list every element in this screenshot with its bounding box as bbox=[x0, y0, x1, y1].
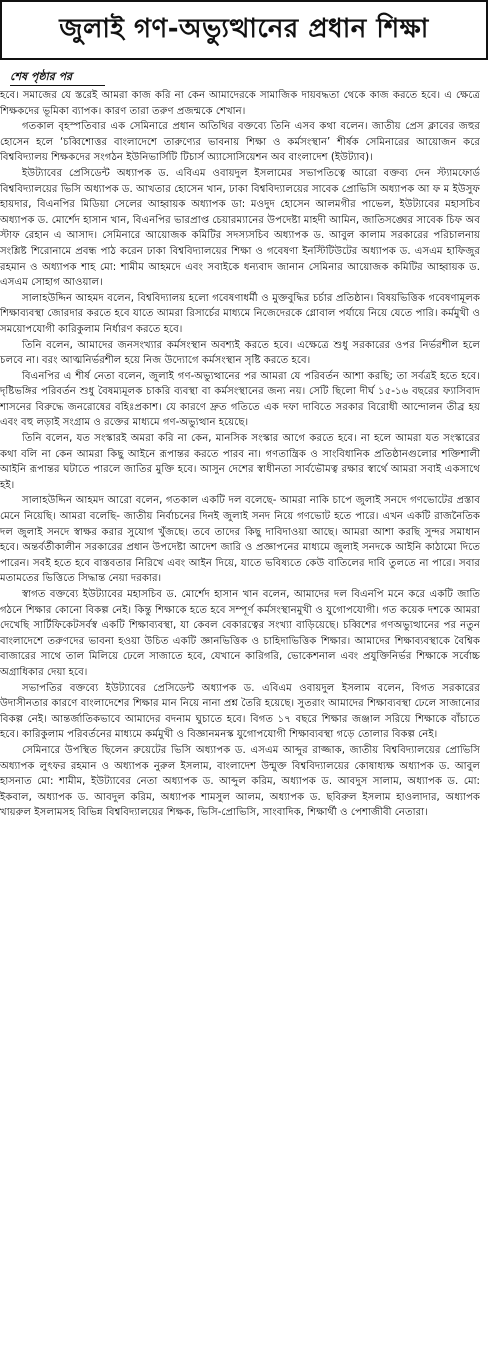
article-paragraph: গতকাল বৃহস্পতিবার এক সেমিনারে প্রধান অতিথির বক্তব্যে তিনি এসব কথা বলেন। জাতীয় প্রেস ক্লাবের জহুর হোসেন হলে ‘চব্বিশোত্তর বাংলাদেশে তারুণ্যের ভাবনায় শিক্ষা ও কর্মসংস্থান’ শীর্ষক সেমিনারের আয়োজন করে বিশ্ববিদ্যালয় শিক্ষকদের সংগঠন ইউনিভার্সিটি টিচার্স অ্যাসোসিয়েশন অব বাংলাদেশ (ইউট্যাব)। bbox=[0, 121, 480, 164]
article-paragraph: হবে। সমাজের যে স্তরেই আমরা কাজ করি না কেন আমাদেরকে সামাজিক দায়বদ্ধতা থেকে কাজ করতে হবে। এ ক্ষেত্রে শিক্ষকদের ভূমিকা ব্যাপক। কারণ তারা তরুণ প্রজন্মকে শেখান। bbox=[0, 90, 480, 117]
article-paragraph: সভাপতির বক্তব্যে ইউট্যাবের প্রেসিডেন্ট অধ্যাপক ড. এবিএম ওবায়দুল ইসলাম বলেন, বিগত সরকারের উদাসীনতার কারণে বাংলাদেশের শিক্ষার মান নিয়ে নানা প্রশ্ন তৈরি হয়েছে। সুতরাং আমাদের শিক্ষাব্যবস্থা ঢেলে সাজানোর বিকল্প নেই। আন্তর্জাতিকভাবে আমাদের বদনাম ঘুচাতে হবে। বিগত ১৭ বছরে শিক্ষার জঞ্জাল সরিয়ে শিক্ষাকে বাঁচাতে হবে। কারিকুলাম পরিবর্তনের মাধ্যমে কর্মমুখী ও বিজ্ঞানমনস্ক যুগোপযোগী শিক্ষাব্যবস্থা গড়ে তোলার বিকল্প নেই। bbox=[0, 682, 480, 741]
article-paragraph: সালাহউদ্দিন আহমদ আরো বলেন, গতকাল একটি দল বলেছে- আমরা নাকি চাপে জুলাই সনদে গণভোটের প্রস্তাব মেনে নিয়েছি। আমরা বলেছি- জাতীয় নির্বাচনের দিনই জুলাই সনদ নিয়ে গণভোট হতে পারে। এখন একটি রাজনৈতিক দল জুলাই সনদে স্বাক্ষর করার সুযোগ খুঁজছে। তবে তাদের কিছু দাবিদাওয়া আছে। আমরা আশা করছি সুন্দর সমাধান হবে। অন্তর্বর্তীকালীন সরকারের প্রধান উপদেষ্টা আদেশ জারি ও প্রজ্ঞাপনের মাধ্যমে জুলাই সনদকে আইনি কাঠামো দিতে পারেন। সবই হতে হবে বাস্তবতার নিরিখে এবং আইন দিয়ে, যাতে ভবিষ্যতে কেউ বাতিলের দাবি তুলতে না পারে। সবার মতামতের ভিত্তিতে সিদ্ধান্ত নেয়া দরকার। bbox=[0, 495, 480, 585]
continuation-underline bbox=[10, 85, 105, 86]
article-paragraph: ইউট্যাবের প্রেসিডেন্ট অধ্যাপক ড. এবিএম ওবায়দুল ইসলামের সভাপতিত্বে আরো বক্তব্য দেন স্ট্যামফোর্ড বিশ্ববিদ্যালয়ের ভিসি অধ্যাপক ড. আখতার হোসেন খান, ঢাকা বিশ্ববিদ্যালয়ের সাবেক প্রোভিসি অধ্যাপক আ ফ ম ইউসুফ হায়দার, বিএনপির মিডিয়া সেলের আহ্বায়ক অধ্যাপক ডা: মওদুদ হোসেন আলমগীর পাভেল, ইউট্যাবের মহাসচিব অধ্যাপক ড. মোর্শেদ হাসান খান, বিএনপির ভারপ্রাপ্ত চেয়ারম্যানের উপদেষ্টা মাহদী আমিন, জাতিসঙ্ঘের সাবেক চিফ অব স্টাফ রেহান এ আসাদ। সেমিনারে আয়োজক কমিটির সদস্যসচিব অধ্যাপক ড. আবুল কালাম সরকারের পরিচালনায় সংশ্লিষ্ট শিরোনামে প্রবন্ধ পাঠ করেন ঢাকা বিশ্ববিদ্যালয়ের শিক্ষা ও গবেষণা ইনস্টিটিউটের অধ্যাপক ড. এসএম হাফিজুর রহমান ও অধ্যাপক শাহ মো: শামীম আহমদে এবং সবাইকে ধন্যবাদ জানান সেমিনার আয়োজক কমিটির আহ্বায়ক ড. এসএম সোহাগ আওয়াল। bbox=[0, 167, 480, 289]
article-paragraph: সেমিনারে উপস্থিত ছিলেন রুয়েটের ভিসি অধ্যাপক ড. এসএম আব্দুর রাজ্জাক, জাতীয় বিশ্ববিদ্যালয়ের প্রোভিসি অধ্যাপক লুৎফর রহমান ও অধ্যাপক নুরুল ইসলাম, বাংলাদেশ উন্মুক্ত বিশ্ববিদ্যালয়ের কোষাধ্যক্ষ অধ্যাপক ড. আবুল হাসনাত মো: শামীম, ইউট্যাবের নেতা অধ্যাপক ড. আব্দুল করিম, অধ্যাপক ড. আবদুস সালাম, অধ্যাপক ড. মো: ইকবাল, অধ্যাপক ড. আবদুল করিম, অধ্যাপক শামসুল আলম, অধ্যাপক ড. ছবিরুল ইসলাম হাওলাদার, অধ্যাপক খায়রুল ইসলামসহ বিভিন্ন বিশ্ববিদ্যালয়ের শিক্ষক, ভিসি-প্রোভিসি, সাংবাদিক, শিক্ষার্থী ও পেশাজীবী নেতারা। bbox=[0, 744, 480, 819]
article-paragraph: বিএনপির এ শীর্ষ নেতা বলেন, জুলাই গণ-অভ্যুত্থানের পর আমরা যে পরিবর্তন আশা করছি; তা সর্বত্রই হতে হবে। দৃষ্টিভঙ্গির পরিবর্তন শুধু বৈষম্যমূলক চাকরি ব্যবস্থা বা কর্মসংস্থানের জন্য নয়। সেটি ছিলো দীর্ঘ ১৫-১৬ বছরের ফ্যাসিবাদ শাসনের বিরুদ্ধে জনরোষের বহিঃপ্রকাশ। যে কারণে দ্রুত গতিতে এক দফা দাবিতে সরকার বিরোধী আন্দোলন তীব্র হয় এবং বহু লড়াই সংগ্রাম ও রক্তের মাধ্যমে গণ-অভ্যুত্থান হয়েছে। bbox=[0, 370, 480, 429]
headline-box bbox=[0, 0, 488, 60]
article-paragraph: তিনি বলেন, যত সংস্কারই অমরা করি না কেন, মানসিক সংস্কার আগে করতে হবে। না হলে আমরা যত সংস্কারের কথা বলি না কেন আমরা কিছু আইনে রূপান্তর করতে পারব না। গণতান্ত্রিক ও সাংবিধানিক প্রতিষ্ঠানগুলোর শক্তিশালী আইনি রূপান্তর ঘটাতে পারলে জাতির মুক্তি হবে। আসুন দেশের স্বাধীনতা সার্বভৌমত্ব রক্ষার স্বার্থে আমরা সবাই একসাথে হই। bbox=[0, 433, 480, 491]
article-paragraph: তিনি বলেন, আমাদের জনসংখ্যার কর্মসংস্থান অবশ্যই করতে হবে। এক্ষেত্রে শুধু সরকারের ওপর নির্ভরশীল হলে চলবে না। বরং আত্মনির্ভরশীল হয়ে নিজ উদ্যোগে কর্মসংস্থান সৃষ্টি করতে হবে। bbox=[0, 339, 480, 367]
article-paragraph: সালাহউদ্দিন আহমদ বলেন, বিশ্ববিদ্যালয় হলো গবেষণাধর্মী ও মুক্তবুদ্ধির চর্চার প্রতিষ্ঠান। বিষয়ভিত্তিক গবেষণামূলক শিক্ষাব্যবস্থা জোরদার করতে হবে যাতে আমরা রিসার্চের মাধ্যমে নিজেদেরকে গ্লোবাল পর্যায়ে নিয়ে যেতে পারি। কর্মমুখী ও সময়োপযোগী কারিকুলাম নির্ধারণ করতে হবে। bbox=[0, 292, 480, 335]
article-body bbox=[0, 88, 480, 1348]
continuation-label: শেষ পৃষ্ঠার পর bbox=[10, 70, 73, 83]
article-paragraph: স্বাগত বক্তব্যে ইউট্যাবের মহাসচিব ড. মোর্শেদ হাসান খান বলেন, আমাদের দল বিএনপি মনে করে একটি জাতি গঠনে শিক্ষার কোনো বিকল্প নেই। কিন্তু শিক্ষাকে হতে হবে সম্পূর্ণ কর্মসংস্থানমুখী ও যুগোপযোগী। গত কয়েক দশকে আমরা দেখেছি সার্টিফিকেটসর্বস্ব একটি শিক্ষাব্যবস্থা, যা কেবল বেকারত্বের সংখ্যা বাড়িয়েছে। চব্বিশের গণঅভ্যুত্থানের পর নতুন বাংলাদেশে তরুণদের ভাবনা হওয়া উচিত একটি জ্ঞানভিত্তিক ও চাহিদাভিত্তিক শিক্ষার। আমাদের শিক্ষাব্যবস্থাকে বৈশ্বিক বাজারের সাথে তাল মিলিয়ে ঢেলে সাজাতে হবে, যেখানে কারিগরি, ভোকেশনাল এবং প্রযুক্তিনির্ভর শিক্ষাকে সর্বোচ্চ অগ্রাধিকার দেয়া হবে। bbox=[0, 589, 480, 678]
article-headline: জুলাই গণ-অভ্যুত্থানের প্রধান শিক্ষা bbox=[59, 14, 429, 44]
